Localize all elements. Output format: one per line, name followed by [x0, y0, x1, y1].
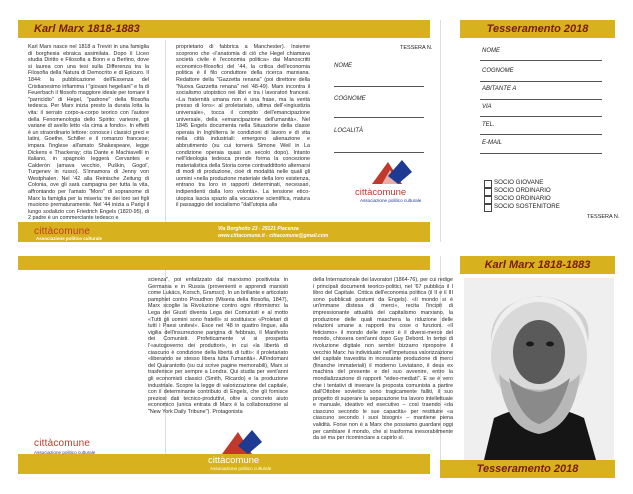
top-footer-address-2: www.cittacomune.it - cittacomune@gmail.com: [218, 233, 329, 239]
bottom-logo-text: cittàcomune: [208, 455, 260, 466]
form-right-nome-label: NOME: [482, 48, 500, 54]
form-right-nome-line[interactable]: [480, 60, 602, 61]
logo-mark-icon: [358, 158, 424, 190]
portrait-icon: [464, 278, 614, 460]
top-footer-assoc: Associazione politico culturale: [36, 236, 103, 241]
form-right-cognome-line[interactable]: [480, 81, 602, 82]
top-header-band-left: [18, 20, 430, 38]
bottom-footer-tesseramento: Tesseramento 2018: [476, 463, 579, 475]
form-right-via-line[interactable]: [480, 116, 602, 117]
top-logo-sub: Associazione politico culturale: [360, 198, 422, 203]
form-left-nome-label: NOME: [334, 63, 352, 69]
bottom-header-band-right: [460, 256, 615, 274]
fold-line-top-right: [440, 20, 441, 242]
checkbox-socio-onorario[interactable]: [484, 188, 492, 196]
form-right-abitante-line[interactable]: [480, 99, 602, 100]
bottom-logo-mark-icon: [206, 428, 276, 458]
top-logo: [355, 158, 424, 206]
checkbox-label-2: SOCIO ORDINARIO: [494, 187, 551, 194]
checkbox-socio-ordinario[interactable]: [484, 196, 492, 204]
top-header-title: Karl Marx 1818-1883: [34, 23, 140, 35]
form-left-cognome-label: COGNOME: [334, 96, 366, 102]
bottom-bio-col3: scienza", poi enfatizzato dal marxismo positivista in Germania e in Russia (provenienti e apprendi marxisti come Lukács, Korsch, Gramsci). In un brillante e articolato pamphlet contro Proudhon (Miseria della filosofia, 1847), Marx scoglie la Rivoluzione contro ogni riformismo: la Lega dei Giusti diventa Lega dei Comunisti e al motto «Tutti gli uomini sono fratelli» si sostituisce «Proletari di tutti i Paesi unitevi». Esce nel '48 in quattro lingue, alla vigilia dell'insurrezione parigina di febbraio, il Manifesto dei Comunisti. Profeticamente vi si prospetta l'«autogoverno dei produttori», in cui «la libertà di ciascuno è condizione della libertà di tutti»: il proletariato «liberando se stesso libera tutta l'umanità». All'indomani del Quarantotto (su cui scrive pagine memorabili), Marx si trasferisce per sempre a Londra. Qui studia per vent'anni gli economisti classici (Smith, Ricardo) e la produzione industriale. Scopre la legge di valorizzazione del capitale, con il determinante contributo di Engels, che gli fornisce preziosi dati tecnico-produttivi, oltre a concreto aiuto economico (unica entrata di Marx è la collaborazione al "New York Daily Tribune"). Protagonista: [148, 277, 288, 415]
form-right-abitante-label: ABITANTE A: [482, 86, 517, 92]
marx-portrait: [464, 278, 614, 460]
bottom-header-title: Karl Marx 1818-1883: [484, 259, 591, 271]
checkbox-label-1: SOCIO GIOVANE: [494, 179, 544, 186]
top-footer-brand: cittàcomune: [34, 226, 91, 237]
checkbox-label-4: SOCIO SOSTENITORE: [494, 203, 560, 210]
form-right-email-line[interactable]: [480, 153, 602, 154]
form-left-cognome-line[interactable]: [334, 117, 424, 118]
form-right-via-label: VIA: [482, 104, 492, 110]
bottom-footer-assoc-left: Associazione politico culturale: [34, 450, 96, 455]
form-left-nome-line[interactable]: [334, 86, 424, 87]
top-bio-col1: Karl Marx nasce nel 1818 a Treviri in una famiglia di borghesia ebraica assimilata. Dopo il Liceo studia Diritto e Filosofia a Bonn e a Berlino, dove si laurea con una tesi sulla Differenza tra la Filosofia della Natura di Democrito e di Epicuro. Il 1844: la pubblicazione dell'Essenza del Cristianesimo infiamma i "giovani hegeliani" e fa di Feuerbach il filosofo maggiore ideale per tornare il "parricidio" di Hegel, "padrone" della filosofia tedesca. Per Marx inizia presto la durata lotta la vita: il serrato corpo-a-corpo teorico con l'autore della Fenomenologia dello Spirito: variesre, gli variane di avello letto «la cima a fondo». In effetti è un straordinario lettore: conosce i classici greci e latini, Goethe, Schiller e il romanzo francese; impara l'inglese all'amato Shakespeare, legge Dickens e Thackeray; cita Dante e Machiavelli in italiano, in spagnolo leggerà Cervantes e Calderón (amava vecchio, Puškin, Gogol', Turgenev in russo). S'innamora di Jenny von Westphalen. Nel '42 alla Reinische Zeitung di Colonia, ove gli sarà campagna per tutta la vita, affrontando per l'amato "Moro" di sopranome di Marx la famiglia per la miseria: tre dei loro sei figli muoiono prematuramente. Nel '44 inizia a Parigi il lungo sodalizio con Friedrich Engels (1820-95), di 2 padre è un commerciante tedesco e: [28, 44, 149, 222]
form-right-tel-line[interactable]: [480, 134, 602, 135]
form-left-localita-line[interactable]: [334, 152, 424, 153]
bottom-footer-brand-left: cittàcomune: [34, 438, 91, 449]
tessera-label: TESSERA N.: [400, 45, 433, 51]
form-right-cognome-label: COGNOME: [482, 68, 514, 74]
top-header-tesseramento: Tesseramento 2018: [486, 23, 589, 35]
top-logo-text: cittàcomune: [355, 187, 407, 198]
form-right-email-label: E-MAIL: [482, 140, 503, 146]
bottom-header-band-left: [18, 256, 430, 270]
form-left-localita-label: LOCALITÀ: [334, 128, 364, 134]
tessera-label-right: TESSERA N.: [587, 214, 620, 220]
bottom-logo: [206, 428, 276, 474]
bottom-bio-col4: della Internazionale dei lavoratori (1864-76), per cui redige i principali documenti teorico-politici, nel '67 pubblica il I libro del Capitale. Critica dell'economia politica (il II e il III sono pubblicati postumi da Engels). «Il mondo si è un'immane distesa di merci», recita l'incipit di impressionante attualità del capitalismo marxiano, la produzione delle quali maschera la riduzione delle relazioni umane a rapporti tra cose o funzioni. «Il feticismo» il mondo delle merci è il diversi-merce del mondo, chiosera cent'anni dopo Guy Debord. In tempi di rivoluzione digitale non sembri bizzarro riproporre il vecchio Marx: ha individuato nell'impetuosa valorizzazione del capitale travestita in incessante produzione di merci (finanche immateriali) il moderno Leviatano, il deus ex machina del presente e del suo avvenire, entro la mondializzazione di rapporti "video-mediati". E se è vero che i tentativi di inverare la proposta comunista a partire dall'Ottobre sovietico sono tragicamente falliti, il suo progetto di superare la separazione tra lavoro intellettuale e manuale, ideativo ed esecutivo – così traendo «da ciascuno secondo le sue capacità» per restituire «a ciascuno secondo i suoi bisogni» – mantiene piena validità. Forse non è a Marx che possiamo guardare oggi per cambiare il mondo, che si trasforma inesorabilmente da sé ma per ricominciare a capirlo sì.: [313, 277, 453, 442]
top-bio-col2: proprietario di fabbrica a Manchester). Insieme scoprono che «l'anatomia di ciò che Hegel chiamava società civile è l'economia politica» dai Manoscritti economico-filosofici del '44, la critica dell'economia politica è il filo conduttore della ricerca marxiana. Redattore della "Gazzetta renana" (poi direttore della "Nuova Gazzetta renana" nel '48-49). Marx incontra il socialismo utopistico nei libri e tra i lavoratori francesi. «La fraternità umana non è una frase, ma la verità presso di loro»: al proletariato, ultima dell'«ingiustizia universale», tocca il compito dell'emancipazione universale, della «emancipazione dell'umanità». Nel 1845 Engels documenta nella Situazione della classe operaia in Inghilterra le condizioni di lavoro e di vita nella città industriali: emergono alienazione e abbrutimento (su cui tornerà Simone Weil in La condizione operaia quasi un secolo dopo). Intanto nell'Ideologia tedesca prende forma la concezione materialistica della Storia come contraddittorio alternarsi di modi di produzione, cioè di modalità nelle quali gli uomini «nella produzione materiale della loro esistenza, entrano tra loro in rapporti determinati, necessari, indipendenti dalla loro volontà». La tensione etico-utopica lascia spazio alla vocazione scientifica, matura il passaggio del socialismo "dall'utopia alla: [176, 44, 310, 209]
checkbox-socio-giovane[interactable]: [484, 180, 492, 188]
checkbox-label-3: SOCIO ORDINARIO: [494, 195, 551, 202]
top-header-band-right: [460, 20, 615, 38]
fold-line-top-left: [165, 40, 166, 222]
form-right-tel-label: TEL.: [482, 122, 495, 128]
checkbox-socio-sostenitore[interactable]: [484, 204, 492, 212]
top-footer-address-1: Via Borghetto 23 - 29121 Piacenza: [218, 226, 299, 232]
bottom-footer-band-right: [440, 460, 615, 478]
bottom-logo-sub: Associazione politico culturale: [210, 466, 272, 471]
